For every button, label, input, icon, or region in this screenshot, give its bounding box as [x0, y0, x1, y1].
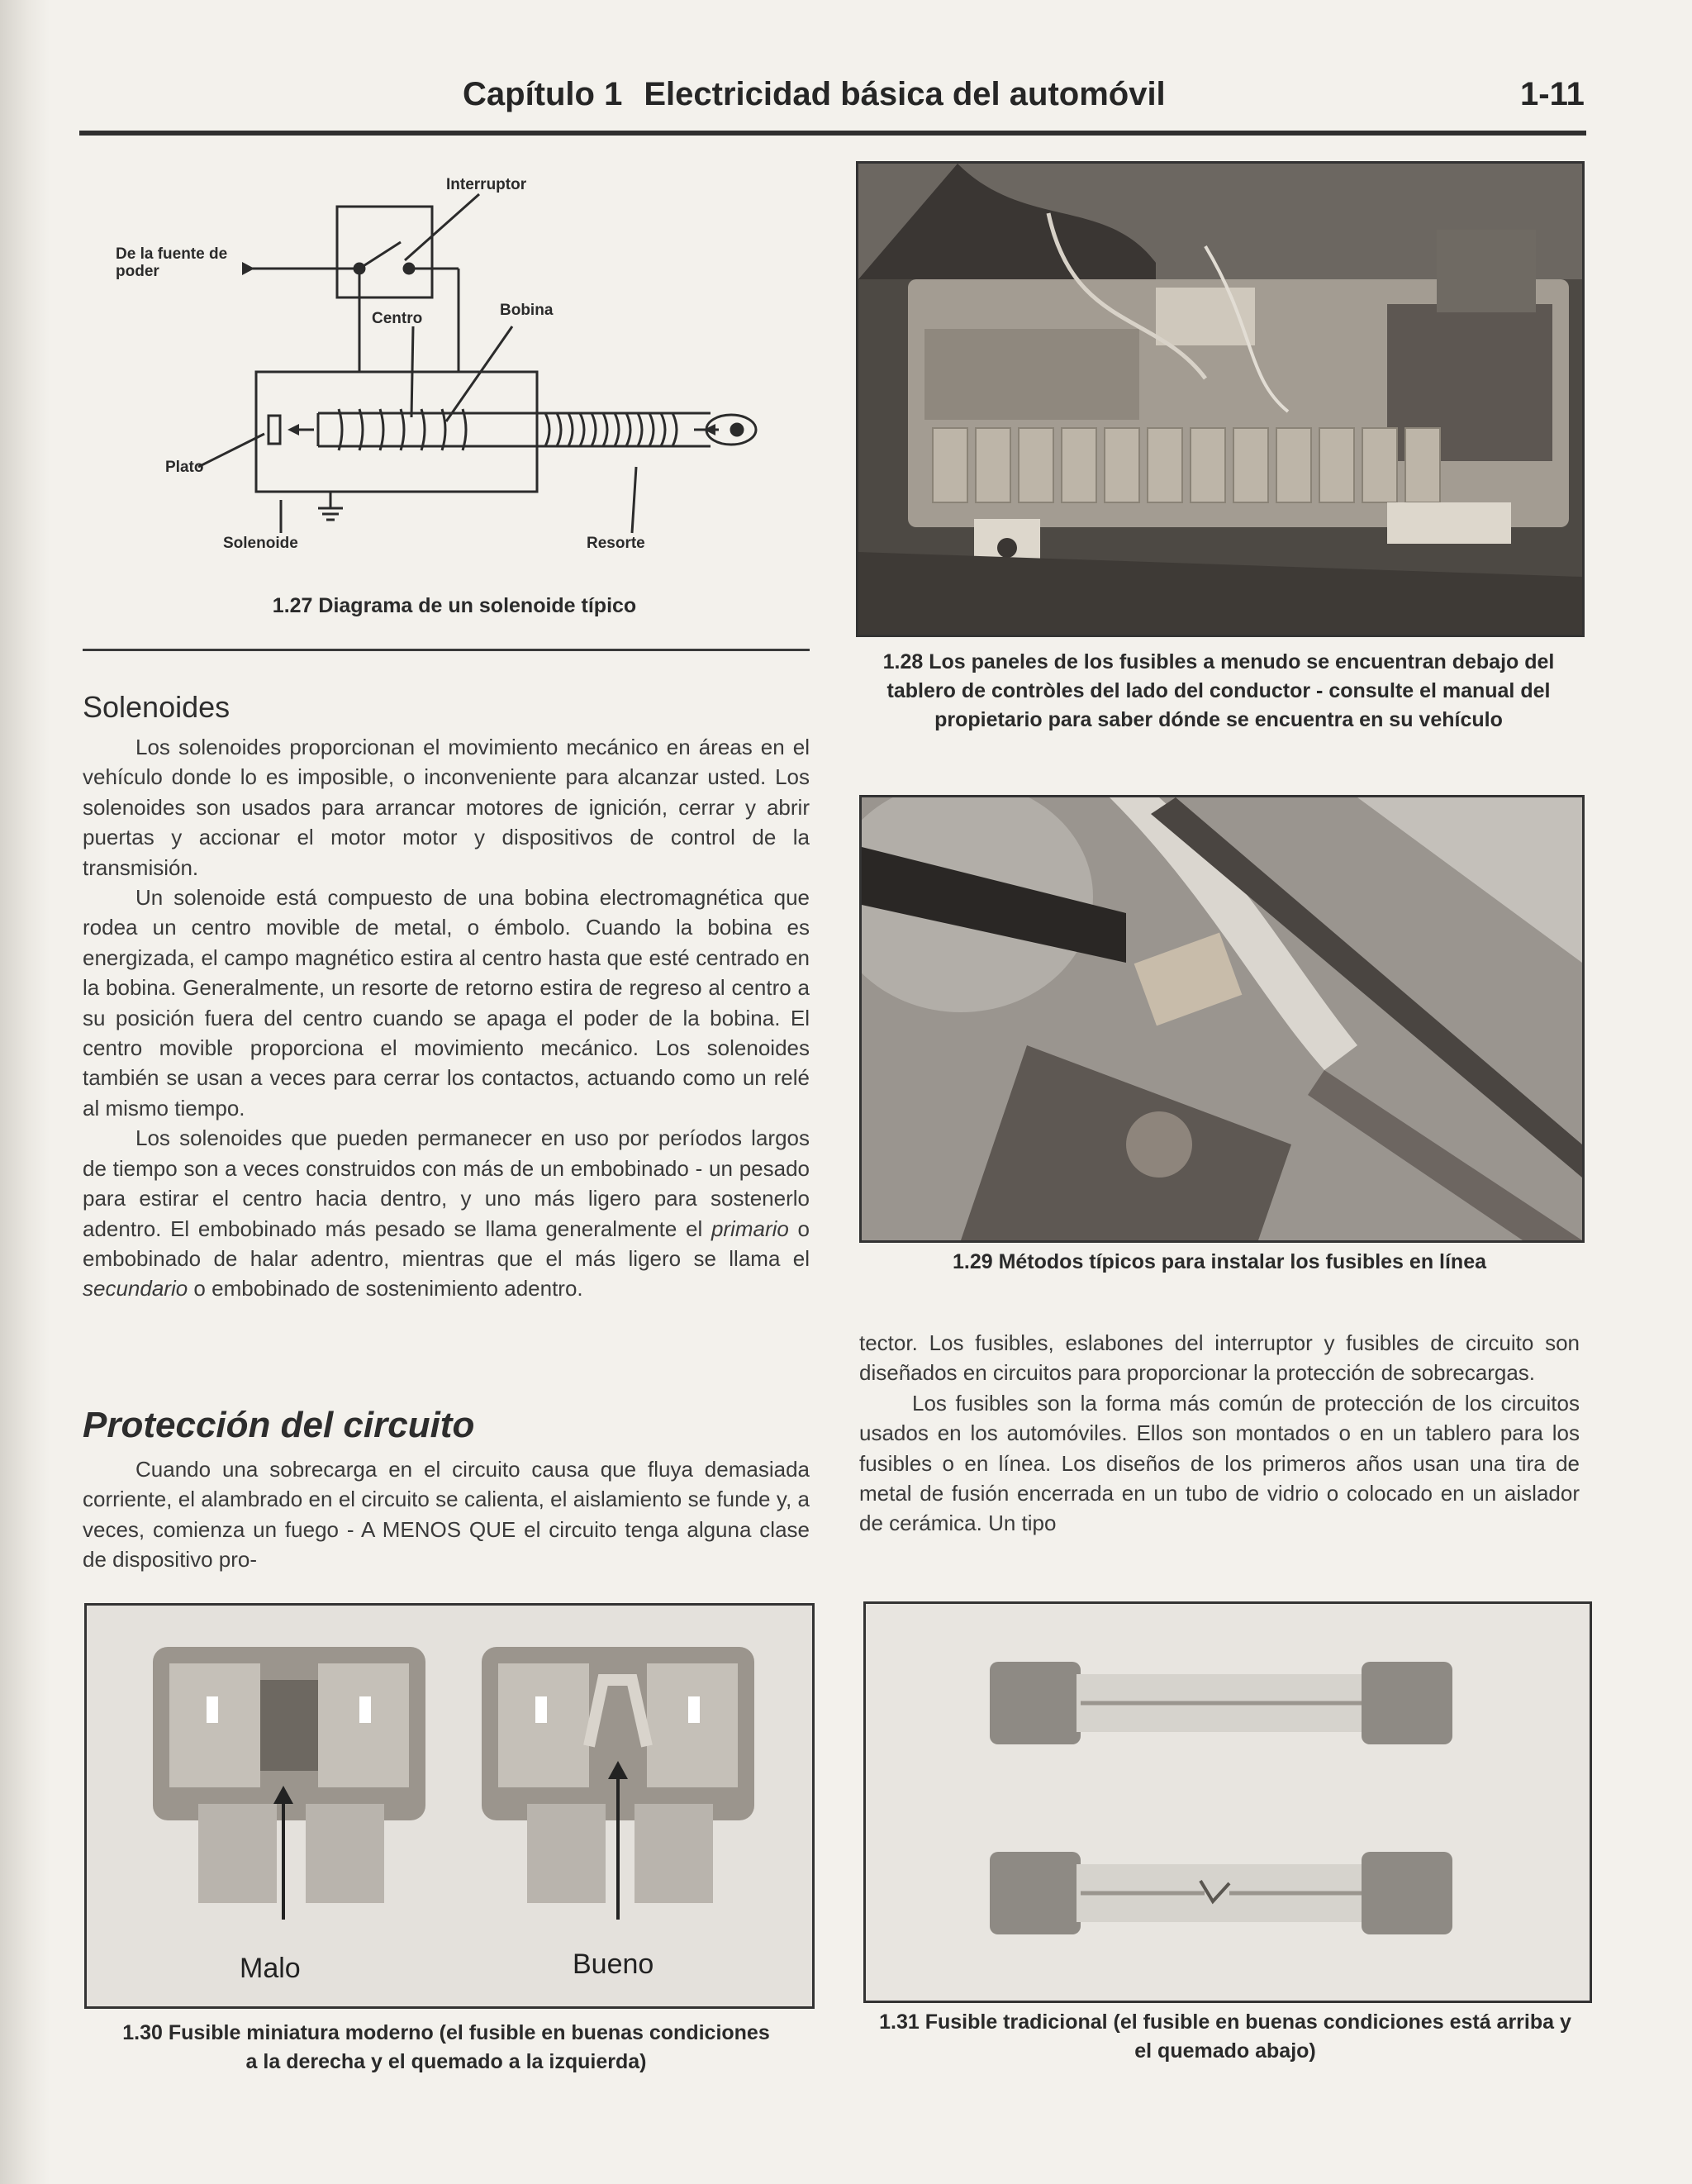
chapter-title: Electricidad básica del automóvil [644, 76, 1166, 112]
label-bobina: Bobina [500, 302, 554, 319]
page-header-title [463, 76, 1166, 113]
solenoides-paragraph-3: Los solenoides que pueden permanecer en uso por períodos largos de tiempo son a veces construidos con más de un embobinado - un pesado para estirar el centro hacia dentro, y uno más ligero para sostenerlo adentro. El embobinado más pesado se llama generalmente el primario o embobinado de halar adentro, mientras que el más ligero se llama el secundario o embobinado de sostenimiento adentro. [83, 1125, 810, 1301]
left-column-rule [83, 649, 810, 651]
right-column-body [859, 1328, 1580, 1539]
solenoides-paragraph-2: Un solenoide está compuesto de una bobina electromagnética que rodea un centro movible de metal, o émbolo. Cuando la bobina es energizada, el campo magnético estira al centro hasta que esté centrado en la bobina. Generalmente, un resorte de retorno estira de regreso al centro a su posición fuera del centro cuando se apaga el poder de la bobina. El centro movible proporciona el movimiento mecánico. Los solenoides también se usan a veces para cerrar los contactos, actuando como un relé al mismo tiempo. [83, 885, 810, 1121]
page-number: 1-11 [1520, 76, 1585, 112]
figure-1-31-photo [863, 1601, 1592, 2003]
label-centro: Centro [372, 310, 423, 327]
page-edge-shadow [0, 0, 50, 2184]
figure-1-28-caption: 1.28 Los paneles de los fusibles a menudo se encuentran debajo del tablero de contròles del lado del conductor - consulte el manual del propietario para saber dónde se encuentra en su vehículo [882, 650, 1555, 731]
right-paragraph-1: tector. Los fusibles, eslabones del interruptor y fusibles de circuito son diseñados en circuitos para proporcionar la protección de sobrecargas. [859, 1330, 1580, 1386]
label-interruptor: Interruptor [446, 176, 527, 193]
figure-1-28-photo [856, 161, 1585, 637]
figure-1-29-caption: 1.29 Métodos típicos para instalar los fusibles en línea [952, 1250, 1487, 1273]
figure-1-30-photo [84, 1603, 815, 2009]
label-fuente: De la fuente de poder [116, 245, 228, 280]
chapter-label: Capítulo 1 [463, 76, 623, 112]
figure-1-30-caption: 1.30 Fusible miniatura moderno (el fusible en buenas condiciones a la derecha y el quemado a la izquierda) [122, 2021, 770, 2073]
label-plato: Plato [165, 459, 204, 476]
figure-1-31-caption: 1.31 Fusible tradicional (el fusible en buenas condiciones está arriba y el quemado abajo) [879, 2010, 1571, 2063]
header-rule [79, 131, 1586, 136]
figure-1-29-photo [859, 795, 1585, 1243]
figure-1-27-diagram [116, 169, 777, 558]
label-malo: Malo [240, 1953, 301, 1984]
right-paragraph-2: Los fusibles son la forma más común de protección de los circuitos usados en los automóviles. Ellos son montados o en un tablero para los fusibles o en línea. Los diseños de los primeros años usan una tira de metal de fusión encerrada en un tubo de vidrio o colocado en un aislador de cerámica. Un tipo [859, 1390, 1580, 1536]
solenoides-paragraph-1: Los solenoides proporcionan el movimiento mecánico en áreas en el vehículo donde lo es imposible, o inconveniente para alcanzar usted. Los solenoides son usados para arrancar motores de ignición, cerrar y abrir puertas y accionar el motor motor y dispositivos de control de la transmisión. [83, 735, 810, 880]
figure-1-27-caption: 1.27 Diagrama de un solenoide típico [272, 594, 637, 617]
label-solenoide: Solenoide [223, 535, 298, 552]
proteccion-paragraph-1: Cuando una sobrecarga en el circuito causa que fluya demasiada corriente, el alambrado en el circuito se calienta, el aislamiento se funde y, a veces, comienza un fuego - A MENOS QUE el circuito tenga alguna clase de dispositivo pro- [83, 1457, 810, 1573]
heading-proteccion-circuito: Protección del circuito [83, 1405, 475, 1445]
label-bueno: Bueno [573, 1948, 654, 1980]
heading-solenoides: Solenoides [83, 690, 231, 724]
label-resorte: Resorte [587, 535, 645, 552]
proteccion-body [83, 1454, 810, 1575]
solenoides-body [83, 732, 810, 1304]
